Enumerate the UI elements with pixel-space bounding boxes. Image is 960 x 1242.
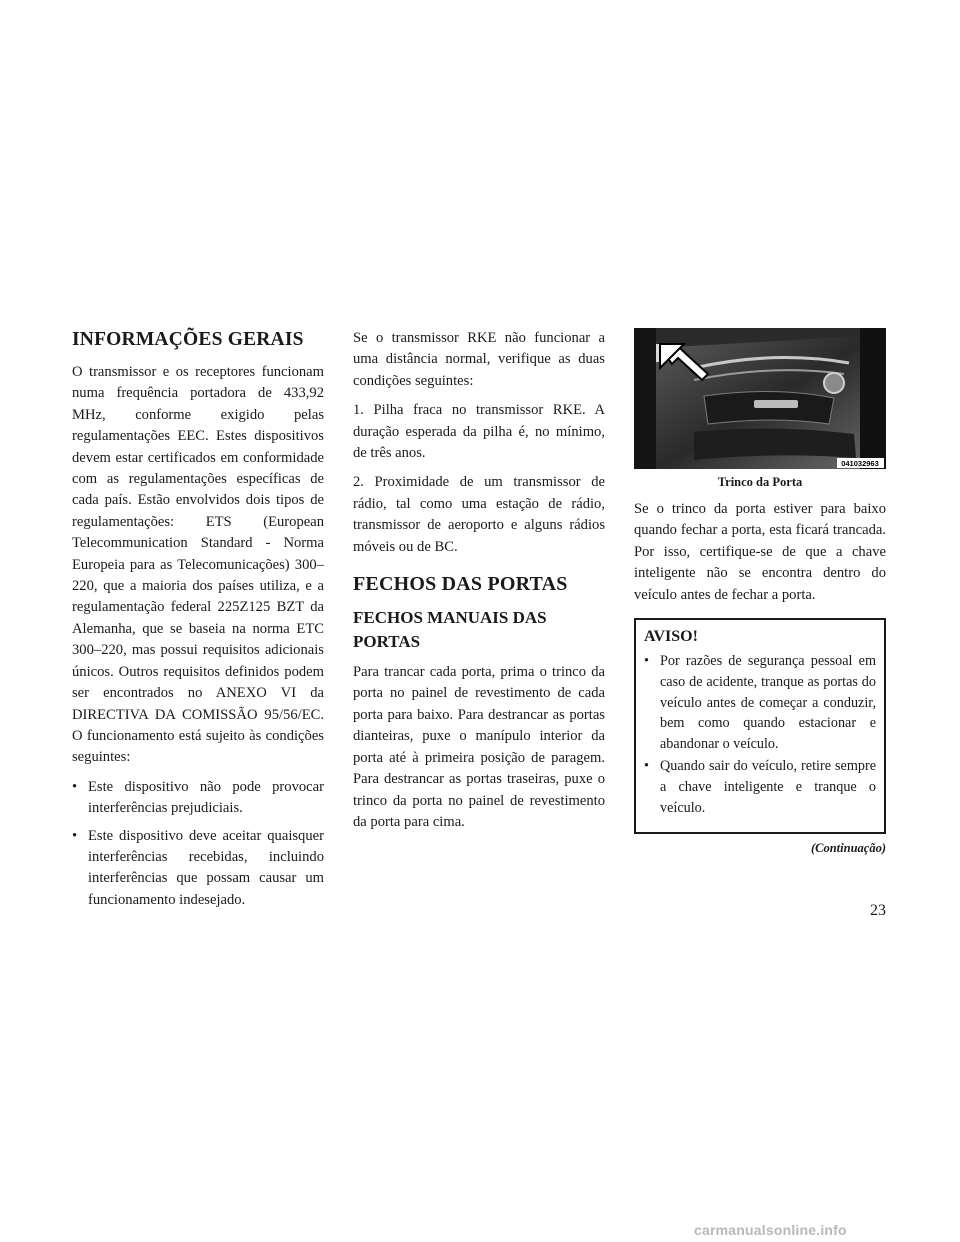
warning-box bbox=[634, 618, 886, 834]
warning-title: AVISO! bbox=[644, 628, 698, 646]
figure-caption: Trinco da Porta bbox=[717, 475, 803, 489]
warning-list bbox=[644, 651, 876, 818]
column-right bbox=[634, 328, 886, 860]
conditions-list bbox=[72, 777, 324, 911]
numbered-item-1: 1. Pilha fraca no transmissor RKE. A duração esperada da pilha é, no mínimo, de três anos. bbox=[353, 402, 605, 462]
door-panel-illustration bbox=[634, 328, 886, 469]
paragraph-rke: Se o transmissor RKE não funcionar a uma distância normal, verifique as duas condições seguintes: bbox=[353, 330, 605, 389]
column-left bbox=[72, 328, 324, 917]
paragraph-lock-down: Se o trinco da porta estiver para baixo quando fechar a porta, esta ficará trancada. Por isso, certifique-se de que a chave inteligente não se encontra dentro do veículo antes de fechar a porta. bbox=[634, 501, 886, 603]
paragraph-manual-locks: Para trancar cada porta, prima o trinco da porta no painel de revestimento de cada porta para baixo. Para destrancar as portas dianteiras, puxe o manípulo interior da porta até à primeira posição de paragem. Para destrancar as portas traseiras, puxe o trinco da porta no painel de revestimento da porta para cima. bbox=[353, 664, 605, 830]
column-middle bbox=[353, 328, 605, 841]
page-number: 23 bbox=[870, 902, 886, 919]
list-item: • Quando sair do veículo, retire sempre a chave inteligente e tranque o veículo. bbox=[644, 756, 876, 818]
figure-code: 041032963 bbox=[841, 459, 879, 468]
section-heading-door-locks: FECHOS DAS PORTAS bbox=[353, 573, 568, 596]
list-item: • Este dispositivo deve aceitar quaisquer interferências recebidas, incluindo interferências que possam causar um funcionamento indesejado. bbox=[72, 826, 324, 912]
door-lock-figure bbox=[634, 328, 886, 469]
subsection-heading-manual-locks: FECHOS MANUAIS DAS PORTAS bbox=[353, 608, 547, 652]
watermark: carmanualsonline.info bbox=[694, 1222, 847, 1238]
list-item: • Este dispositivo não pode provocar interferências prejudiciais. bbox=[72, 777, 324, 820]
section-heading-general-info: INFORMAÇÕES GERAIS bbox=[72, 329, 304, 350]
numbered-item-2: 2. Proximidade de um transmissor de rádio, tal como uma estação de rádio, transmissor de aeroporto e alguns rádios móveis ou de BC. bbox=[353, 474, 605, 555]
continued-label: (Continuação) bbox=[810, 841, 886, 856]
list-item: • Por razões de segurança pessoal em caso de acidente, tranque as portas do veículo antes de começar a conduzir, bem como quando estacionar e abandonar o veículo. bbox=[644, 651, 876, 754]
paragraph-transmitter: O transmissor e os receptores funcionam numa frequência portadora de 433,92 MHz, conforme exigido pelas regulamentações EEC. Estes dispositivos devem estar certificados em conformidade com as regulamentações específicas de cada país. Estão envolvidos dois tipos de regulamentações: ETS (European Telecommunication Standard - Norma Europeia para as Telecomunicações) 300–220, que a maioria dos países utiliza, e a regulamentação federal 225Z125 BZT da Alemanha, que se baseia na norma ETC 300–220, mas possui requisitos adicionais únicos. Outros requisitos definidos podem ser encontrados no ANEXO VI da DIRECTIVA DA COMISSÃO 95/56/EC. O funcionamento está sujeito às condições seguintes: bbox=[72, 364, 324, 766]
